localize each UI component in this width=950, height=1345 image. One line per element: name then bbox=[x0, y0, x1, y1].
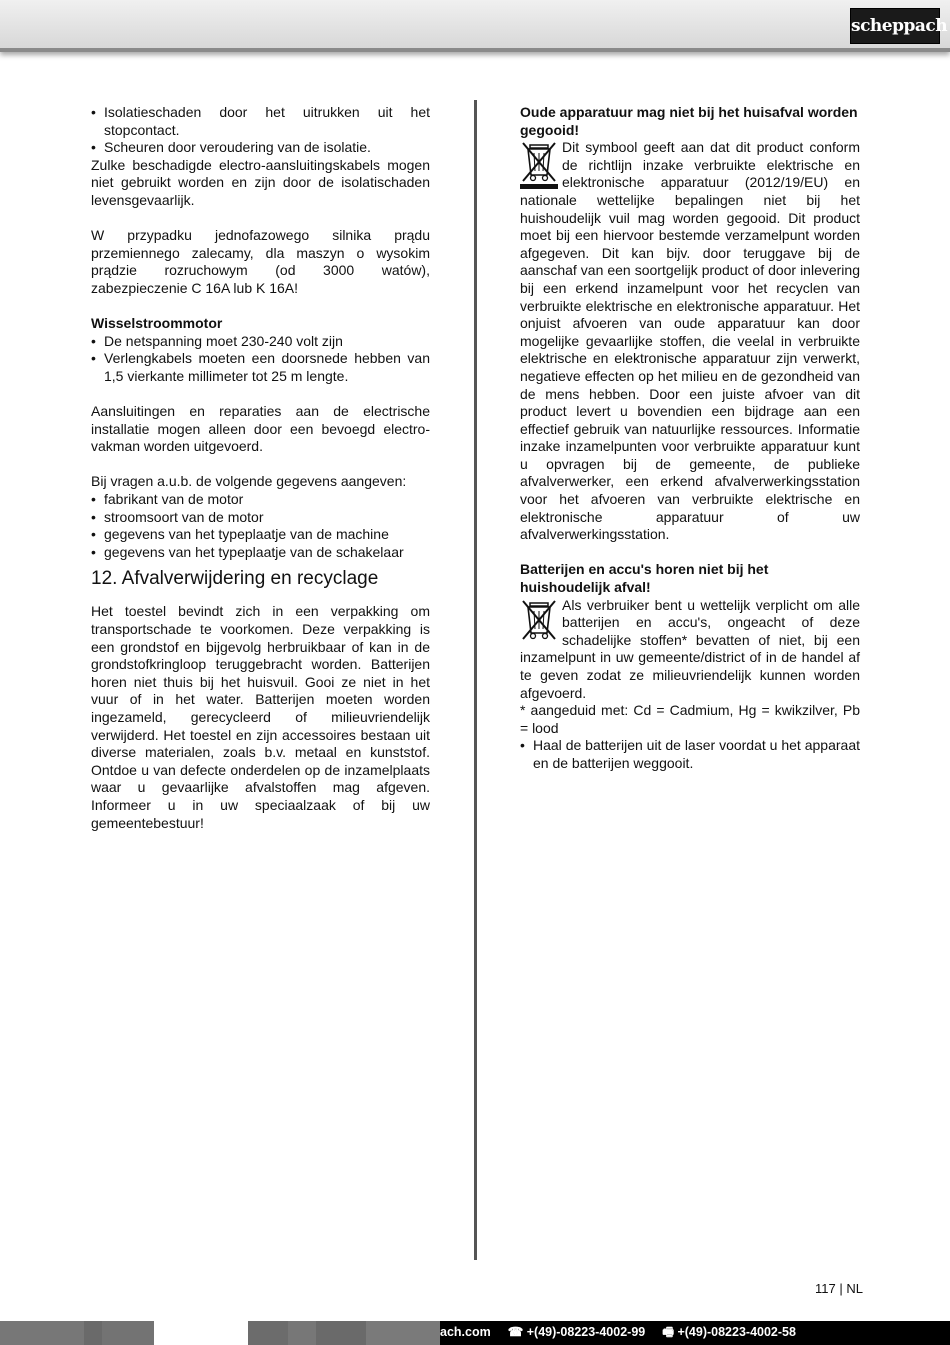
right-column bbox=[520, 104, 860, 773]
section-title: 12. Afvalverwijdering en recyclage bbox=[91, 568, 379, 590]
crossed-bin-icon bbox=[520, 599, 558, 647]
website-link[interactable]: ach.com bbox=[440, 1325, 491, 1339]
questions-list bbox=[91, 491, 430, 561]
fax-number: 🖷 +(49)-08223-4002-58 bbox=[662, 1325, 796, 1339]
page-number: 117 | NL bbox=[815, 1281, 863, 1296]
brand-logo: scheppach bbox=[850, 8, 940, 44]
polish-paragraph: W przypadku jednofazowego silnika prądu przemiennego zalecamy, dla maszyn o wysokim prądzie rozruchowym (od 3000 watów), zabezpieczenie C 16A lub K 16A! bbox=[91, 227, 430, 296]
list-item: • Verlengkabels moeten een doorsnede hebben van 1,5 vierkante millimeter tot 25 m lengte. bbox=[91, 350, 430, 385]
list-item: • De netspanning moet 230-240 volt zijn bbox=[91, 333, 430, 351]
phone-number: ☎ +(49)-08223-4002-99 bbox=[507, 1325, 646, 1339]
list-item: • gegevens van het typeplaatje van de schakelaar bbox=[91, 544, 430, 562]
battery-text: Als verbruiker bent u wettelijk verplicht om alle batterijen en accu's, ongeacht of deze schadelijke stoffen* bevatten of niet, bij een inzamelpunt in uw gemeente/district of in de handel af te geven zodat ze milieuvriendelijk kunnen worden afgevoerd. bbox=[520, 596, 860, 701]
battery-list bbox=[520, 737, 860, 772]
connections-paragraph: Aansluitingen en reparaties aan de electrische installatie mogen alleen door een bevoegd electro-vakman worden uitgevoerd. bbox=[91, 403, 430, 455]
header-bar bbox=[0, 0, 950, 52]
disposal-paragraph: Het toestel bevindt zich in een verpakking om transportschade te voorkomen. Deze verpakking is een grondstof en bijgevolg herbruikbaar of kan in de grondstofkringloop teruggebracht worden. Batterijen horen niet thuis bij het huisvuil. Gooi ze niet in het vuur of in het water. Batterijen moeten worden ingezameld, gerecycleerd of milieuvriendelijk verwijderd. Het toestel en zijn accessoires bestaan uit diverse materialen, zoals b.v. metaal en kunststof. Ontdoe u van defecte onderdelen op de inzamelplaats waar u gevaarlijke afvalstoffen mag afgeven. Informeer u in uw speciaalzaak of bij uw gemeentebestuur! bbox=[91, 603, 430, 831]
battery-heading: Batterijen en accu's horen niet bij het huishoudelijk afval! bbox=[520, 561, 769, 596]
motor-heading: Wisselstroommotor bbox=[91, 315, 223, 332]
crossed-bin-icon bbox=[520, 141, 558, 189]
left-column bbox=[91, 104, 430, 832]
questions-intro: Bij vragen a.u.b. de volgende gegevens aangeven: bbox=[91, 473, 407, 490]
motor-list bbox=[91, 333, 430, 386]
list-item: • Isolatieschaden door het uitrukken uit het stopcontact. bbox=[91, 104, 430, 139]
weee-heading: Oude apparatuur mag niet bij het huisafval worden gegooid! bbox=[520, 104, 858, 138]
list-item: • Haal de batterijen uit de laser voordat u het apparaat en de batterijen weggooit. bbox=[520, 737, 860, 772]
column-divider bbox=[474, 100, 477, 1260]
list-item: • fabrikant van de motor bbox=[91, 491, 430, 509]
list-item: • gegevens van het typeplaatje van de machine bbox=[91, 526, 430, 544]
list-item: • stroomsoort van de motor bbox=[91, 509, 430, 527]
footer-contact bbox=[440, 1321, 950, 1345]
weee-text: Dit symbool geeft aan dat dit product conform de richtlijn inzake verbruikte elektrische en elektronische apparatuur (2012/19/EU) en nationale wettelijke bepalingen niet bij het huishoudelijk vuil mag worden gegooid. Dit product moet bij een hiervoor bestemde verzamelpunt worden afgegeven. Dit kan bijv. door teruggave bij de aanschaf van een soortgelijk product of door inlevering bij een erkend inzamelpunt voor het recyclen van verbruikte elektrische en elektronische apparatuur. Het onjuist afvoeren van oude apparatuur kan door mogelijke gevaarlijke stoffen, die veelal in verbruikte elektrische en elektronische apparatuur zijn verwerkt, negatieve effecten op het milieu en de gezondheid van de mens hebben. Door een juiste afvoer van dit product levert u bovendien een bijdrage aan een effectief gebruik van natuurlijke ressources. Informatie inzake inzamelpunten voor verbruikte apparatuur kunt u opvragen bij de gemeente, de publieke afvalverwerker, een erkend afvalverwerkingsstation voor het afvoeren van verbruikte elektrische en elektronische apparatuur of uw afvalverwerkingsstation. bbox=[520, 139, 860, 543]
list-item: • Scheuren door veroudering van de isolatie. bbox=[91, 139, 430, 157]
insulation-list bbox=[91, 104, 430, 157]
battery-note: * aangeduid met: Cd = Cadmium, Hg = kwikzilver, Pb = lood bbox=[520, 702, 860, 736]
cables-paragraph: Zulke beschadigde electro-aansluitingskabels mogen niet gebruikt worden en zijn door de isolatischaden levensgevaarlijk. bbox=[91, 156, 430, 208]
